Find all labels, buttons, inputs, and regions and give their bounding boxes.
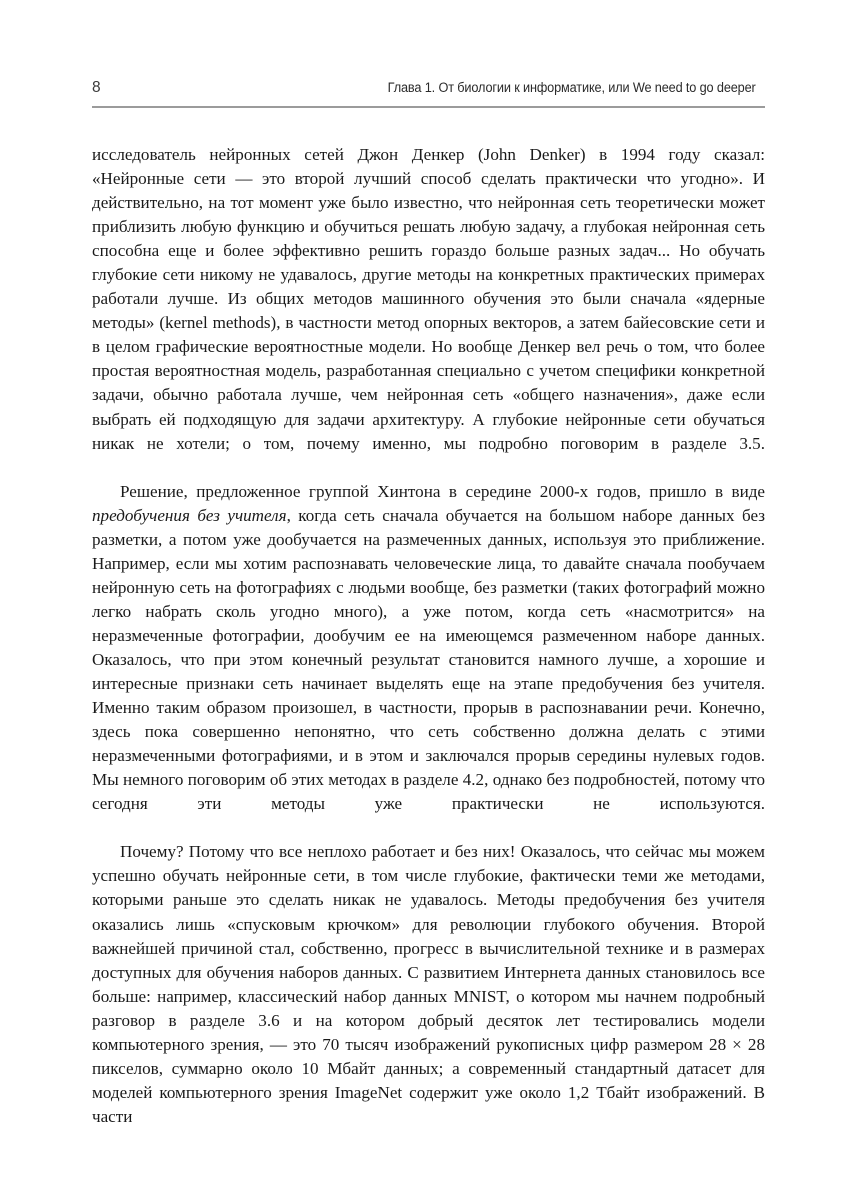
paragraph-2-lead: Решение, предложенное группой Хинтона в середине 2000-х годов, пришло в виде — [120, 481, 765, 501]
paragraph-2-tail: , когда сеть сначала обучается на большом наборе данных без разметки, а потом уже дообучается на размеченных данных, используя это приближение. Например, если мы хотим распознавать человеческие лица, то давайте сначала пообучаем нейронную сеть на фотографиях с людьми вообще, без разметки (таких фотографий можно легко набрать сколь угодно много), а уже потом, когда сеть «насмотрится» на неразмеченные фотографии, дообучим ее на имеющемся размеченном наборе данных. Оказалось, что при этом конечный результат становится намного лучше, а хорошие и интересные признаки сеть начинает выделять еще на этапе предобучения без учителя. Именно таким образом произошел, в частности, прорыв в распознавании речи. Конечно, здесь пока совершенно непонятно, что сеть собственно должна делать с этими неразмеченными фотографиями, и в этом и заключался прорыв середины нулевых годов. Мы немного поговорим об этих методах в разделе 4.2, однако без подробностей, потому что сегодня эти методы уже практически не используются. — [92, 505, 766, 814]
running-head — [92, 80, 765, 96]
emphasized-term: предобучения без учителя — [92, 505, 287, 525]
paragraph-1: исследователь нейронных сетей Джон Денкер (John Denker) в 1994 году сказал: «Нейронные сети — это второй лучший способ сделать практически что угодно». И действительно, на тот момент уже было известно, что нейронная сеть теоретически может приблизить любую функцию и обучиться решать любую задачу, а глубокая нейронная сеть способна еще и более эффективно решить гораздо больше разных задач... Но обучать глубокие сети никому не удавалось, другие методы на конкретных практических примерах работали лучше. Из общих методов машинного обучения это были сначала «ядерные методы» (kernel methods), в частности метод опорных векторов, а затем байесовские сети и в целом графические вероятностные модели. Но вообще Денкер вел речь о том, что более простая вероятностная модель, разработанная специально с учетом специфики конкретной задачи, обычно работала лучше, чем нейронная сеть «общего назначения», даже если выбрать ей подходящую для задачи архитектуру. А глубокие нейронные сети обучаться никак не хотели; о том, почему именно, мы подробно поговорим в разделе 3.5. — [92, 145, 765, 453]
header-rule-divider — [92, 106, 765, 108]
page-number: 8 — [92, 79, 101, 96]
paragraph-2 — [92, 480, 765, 841]
body-text-column — [92, 143, 765, 1153]
paragraph-3: Почему? Потому что все неплохо работает и без них! Оказалось, что сейчас мы можем успешно обучать нейронные сети, в том числе глубокие, фактически теми же методами, которыми раньше это сделать никак не удавалось. Методы предобучения без учителя оказались лишь «спусковым крючком» для революции глубокого обучения. Второй важнейшей причиной стал, собственно, прогресс в вычислительной технике и в размерах доступных для обучения наборов данных. С развитием Интернета данных становилось все больше: например, классический набор данных MNIST, о котором мы начнем подробный разговор в разделе 3.6 и на котором добрый десяток лет тестировались модели компьютерного зрения, — это 70 тысяч изображений рукописных цифр размером 28 × 28 пикселов, суммарно около 10 Мбайт данных; а современный стандартный датасет для моделей компьютерного зрения ImageNet содержит уже около 1,2 Тбайт изображений. В части — [92, 842, 765, 1126]
chapter-title: Глава 1. От биологии к информатике, или We need to go deeper — [387, 80, 756, 95]
